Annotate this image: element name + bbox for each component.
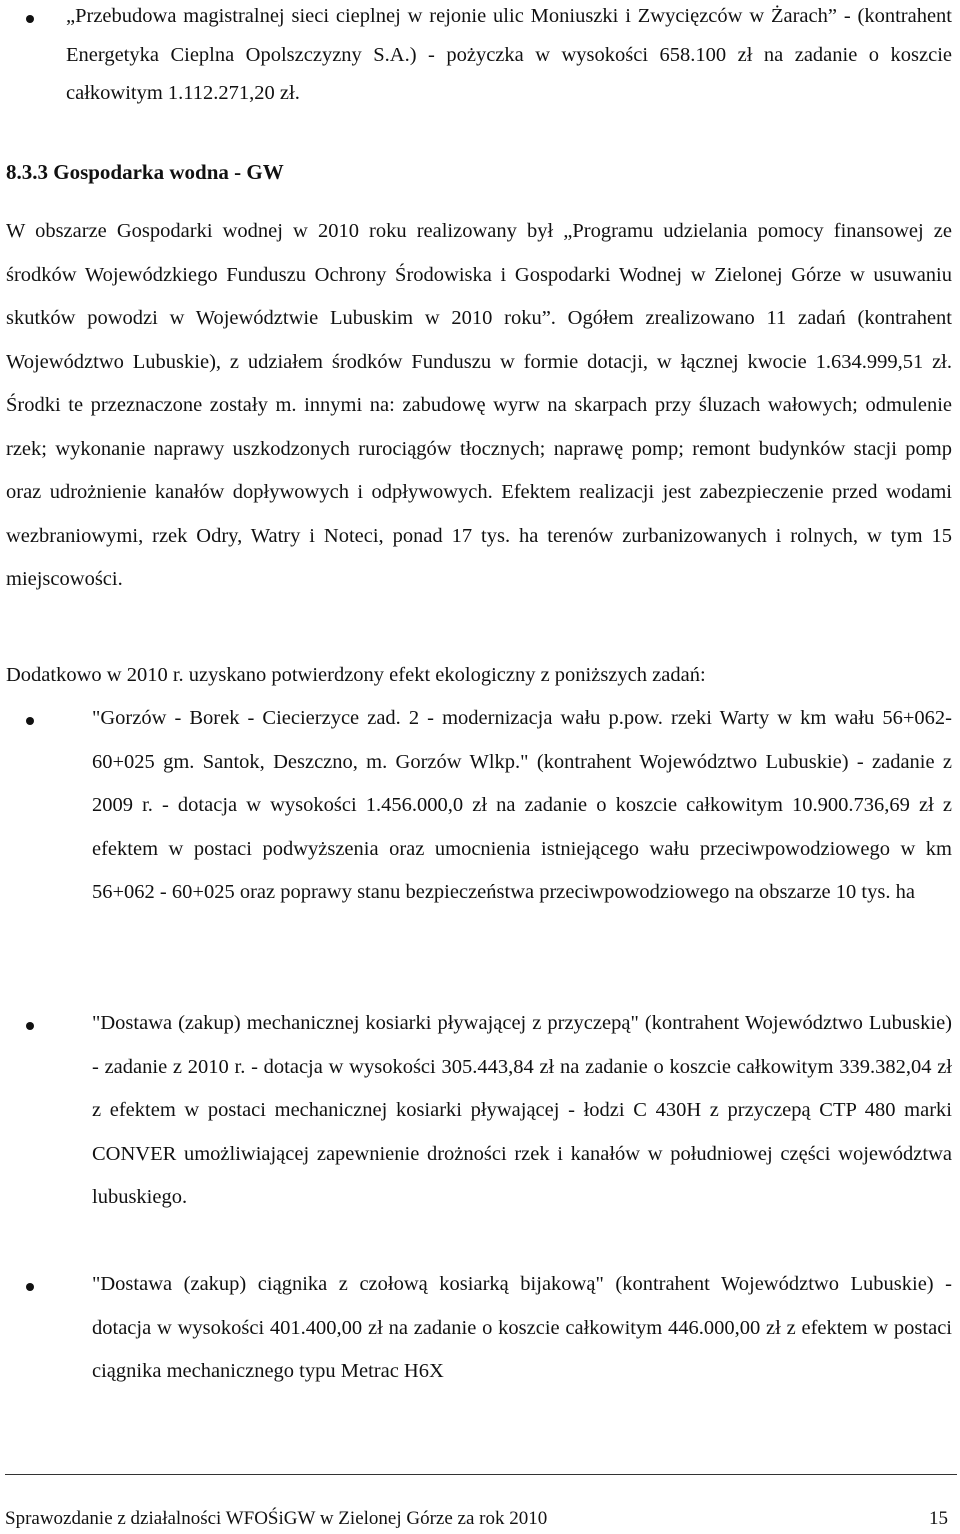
bullet-dot-icon — [26, 717, 34, 725]
bullet-text-2: "Dostawa (zakup) mechanicznej kosiarki pływającej z przyczepą" (kontrahent Województwo Lubuskie) - zadanie z 2010 r. - dotacja w wysokości 305.443,84 zł na zadanie o koszcie całkowitym 339.382,04 zł z efektem w postaci mechanicznej kosiarki pływającej - łodzi C 430H z przyczepą CTP 480 marki CONVER umożliwiającej zapewnienie drożności rzek i kanałów w południowej części województwa lubuskiego. — [92, 1012, 952, 1208]
bullet-text-top: „Przebudowa magistralnej sieci cieplnej w rejonie ulic Moniuszki i Zwycięzców w Żarach” - (kontrahent Energetyka Cieplna Opolszczyzny S.A.) - pożyczka w wysokości 658.100 zł na zadanie o koszcie całkowitym 1.112.271,20 zł. — [66, 5, 952, 104]
bullet-dot-icon — [26, 1022, 34, 1030]
section-heading: 8.3.3 Gospodarka wodna - GW — [6, 160, 284, 184]
bullet-text-3: "Dostawa (zakup) ciągnika z czołową kosiarką bijakową" (kontrahent Województwo Lubuskie) - dotacja w wysokości 401.400,00 zł na zadanie o koszcie całkowitym 446.000,00 zł z efektem w postaci ciągnika mechanicznego typu Metrac H6X — [92, 1273, 952, 1382]
intro-paragraph: W obszarze Gospodarki wodnej w 2010 roku realizowany był „Programu udzielania pomocy finansowej ze środków Wojewódzkiego Funduszu Ochrony Środowiska i Gospodarki Wodnej w Zielonej Górze w usuwaniu skutków powodzi w Województwie Lubuskim w 2010 roku”. Ogółem zrealizowano 11 zadań (kontrahent Województwo Lubuskie), z udziałem środków Funduszu w formie dotacji, w łącznej kwocie 1.634.999,51 zł. Środki te przeznaczone zostały m. innymi na: zabudowę wyrw na skarpach przy śluzach wałowych; odmulenie rzek; wykonanie naprawy uszkodzonych rurociągów tłocznych; naprawę pomp; remont budynków stacji pomp oraz udrożnienie kanałów dopływowych i odpływowych. Efektem realizacji jest zabezpieczenie przed wodami wezbraniowymi, rzek Odry, Watry i Noteci, ponad 17 tys. ha terenów zurbanizowanych i rolnych, w tym 15 miejscowości. — [6, 220, 952, 590]
footer-title: Sprawozdanie z działalności WFOŚiGW w Zielonej Górze za rok 2010 — [5, 1508, 548, 1529]
footer-divider — [5, 1474, 957, 1475]
bullet-text-1: "Gorzów - Borek - Ciecierzyce zad. 2 - modernizacja wału p.pow. rzeki Warty w km wału 56+062-60+025 gm. Santok, Deszczno, m. Gorzów Wlkp." (kontrahent Województwo Lubuskie) - zadanie z 2009 r. - dotacja w wysokości 1.456.000,0 zł na zadanie o koszcie całkowitym 10.900.736,69 zł z efektem w postaci podwyższenia oraz umocnienia istniejącego wału przeciwpowodziowego w km 56+062 - 60+025 oraz poprawy stanu bezpieczeństwa przeciwpowodziowego na obszarze 10 tys. ha — [92, 707, 952, 903]
additional-effects-line: Dodatkowo w 2010 r. uzyskano potwierdzony efekt ekologiczny z poniższych zadań: — [6, 664, 706, 686]
bullet-dot-icon — [26, 15, 34, 23]
bullet-dot-icon — [26, 1283, 34, 1291]
footer-page-number: 15 — [929, 1508, 948, 1529]
